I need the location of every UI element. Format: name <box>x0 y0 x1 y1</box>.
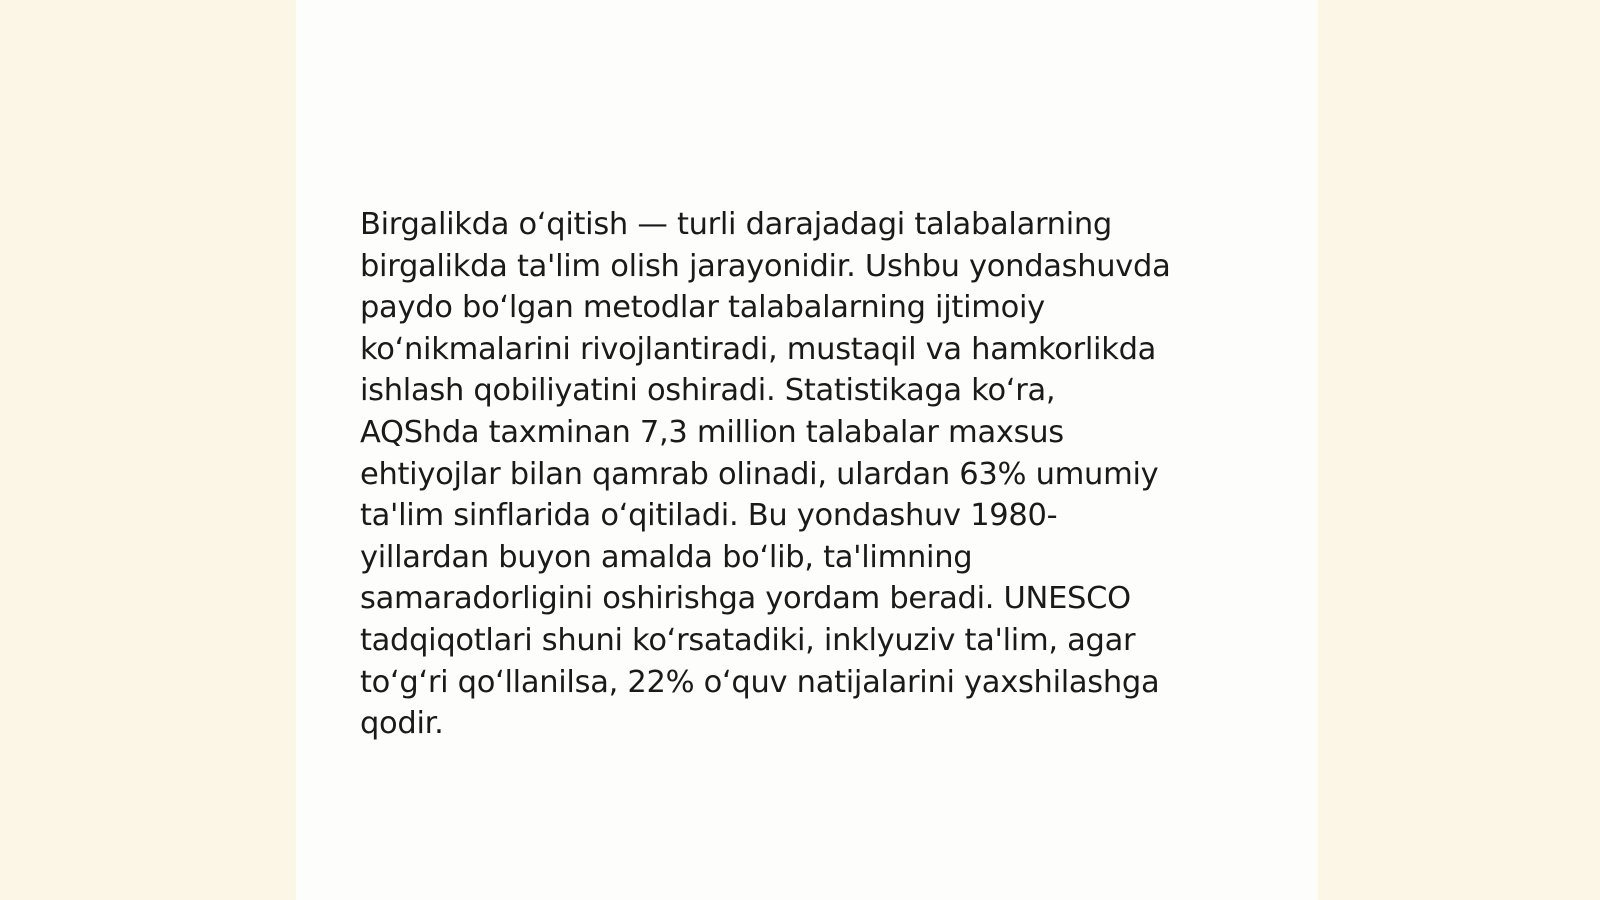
slide-canvas <box>296 0 1318 900</box>
slide-body-text: Birgalikda o‘qitish — turli darajadagi talabalarning birgalikda ta'lim olish jarayonidir. Ushbu yondashuvda paydo bo‘lgan metodlar talabalarning ijtimoiy ko‘nikmalarini rivojlantiradi, mustaqil va hamkorlikda ishlash qobiliyatini oshiradi. Statistikaga ko‘ra, AQShda taxminan 7,3 million talabalar maxsus ehtiyojlar bilan qamrab olinadi, ulardan 63% umumiy ta'lim sinflarida o‘qitiladi. Bu yondashuv 1980- yillardan buyon amalda bo‘lib, ta'limning samaradorligini oshirishga yordam beradi. UNESCO tadqiqotlari shuni ko‘rsatadiki, inklyuziv ta'lim, agar to‘g‘ri qo‘llanilsa, 22% o‘quv natijalarini yaxshilashga qodir. <box>360 207 1171 742</box>
left-margin <box>0 0 296 900</box>
right-margin <box>1318 0 1600 900</box>
